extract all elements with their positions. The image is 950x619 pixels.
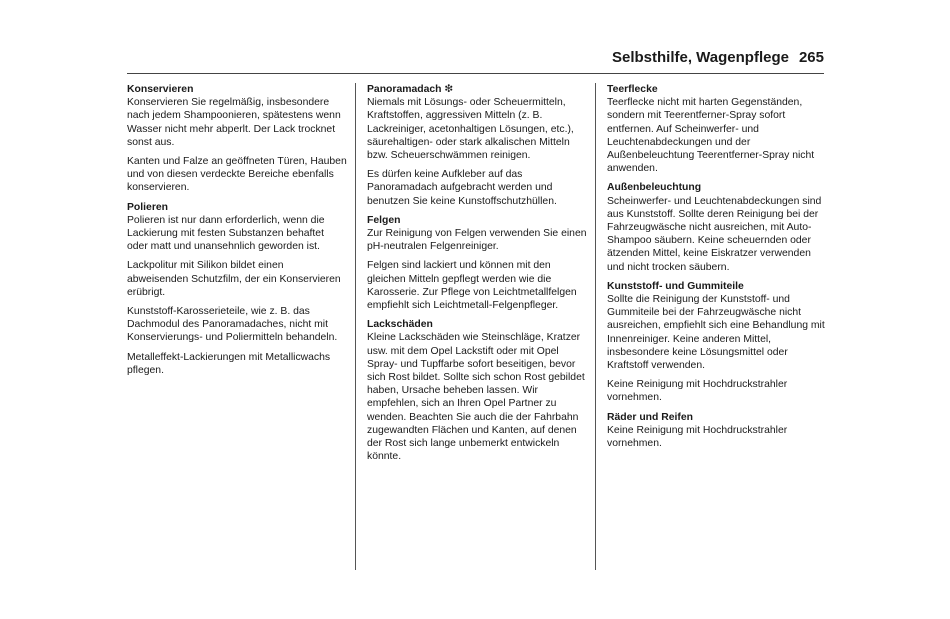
section-raeder-reifen bbox=[607, 411, 827, 451]
section-felgen bbox=[367, 214, 587, 312]
paragraph: Scheinwerfer- und Leuchtenabdeckungen sind aus Kunststoff. Sollte deren Reinigung bei der Fahrzeugwäsche nicht ausreichen, mit Auto-Shampoo säubern. Keine scheuernden oder ätzenden Mittel, keine Eiskratzer verwenden und nicht trocken säubern. bbox=[607, 195, 822, 273]
column-right bbox=[607, 83, 827, 456]
snowflake-icon: ❇ bbox=[444, 84, 454, 95]
section-aussenbeleuchtung bbox=[607, 181, 827, 273]
section-heading: Außenbeleuchtung bbox=[607, 182, 702, 194]
section-heading: Teerflecke bbox=[607, 84, 658, 95]
column-divider-1 bbox=[355, 83, 356, 570]
section-heading: Räder und Reifen bbox=[607, 411, 694, 423]
header-divider bbox=[127, 73, 824, 74]
section-heading: Felgen bbox=[367, 214, 401, 226]
paragraph: Kleine Lackschäden wie Steinschläge, Kratzer usw. mit dem Opel Lackstift oder mit Opel Spray- und Tupffarbe sofort beseitigen, bevor sich Rost bildet. Sollte sich schon Rost gebildet haben, Ursache beheben lassen. Wir empfehlen, sich an Ihren Opel Partner zu wenden. Beachten Sie auch die der Fahrbahn zugewandten Flächen und Kanten, auf denen der Rost sich lange unbemerkt entwickeln könnte. bbox=[367, 332, 585, 463]
paragraph: Polieren ist nur dann erforderlich, wenn die Lackierung mit festen Substanzen behaftet oder matt und unansehnlich geworden ist. bbox=[127, 214, 325, 253]
page-header bbox=[127, 47, 824, 69]
section-heading: Polieren bbox=[127, 201, 168, 213]
paragraph: Niemals mit Lösungs- oder Scheuermitteln, Kraftstoffen, aggressiven Mitteln (z. B. Lackreiniger, acetonhaltigen Lösungen, etc.), säurehaltigen- oder stark alkalischen Mitteln bzw. Scheuerschwämmen reinigen. bbox=[367, 97, 574, 162]
column-divider-2 bbox=[595, 83, 596, 570]
section-teerflecke bbox=[607, 83, 827, 175]
paragraph: Konservieren Sie regelmäßig, insbesondere nach jedem Shampoonieren, spätestens wenn Wasser nicht mehr abperlt. Der Lack trocknet sonst aus. bbox=[127, 97, 341, 148]
section-konservieren bbox=[127, 83, 347, 195]
section-heading: Konservieren bbox=[127, 84, 194, 95]
paragraph: Zur Reinigung von Felgen verwenden Sie einen pH-neutralen Felgenreiniger. bbox=[367, 228, 587, 253]
paragraph: Es dürfen keine Aufkleber auf das Panoramadach aufgebracht werden und benutzen Sie keine Kunstoffschutzhüllen. bbox=[367, 169, 557, 207]
paragraph: Felgen sind lackiert und können mit den gleichen Mitteln gepflegt werden wie die Karosserie. Zur Pflege von Leichtmetallfelgen empfiehlt sich Leichtmetall-Felgenpfleger. bbox=[367, 260, 577, 312]
section-polieren bbox=[127, 201, 347, 377]
section-heading bbox=[367, 83, 587, 96]
section-heading: Kunststoff- und Gummiteile bbox=[607, 280, 744, 292]
section-kunststoff-gummiteile bbox=[607, 280, 827, 405]
paragraph: Lackpolitur mit Silikon bildet einen abweisenden Schutzfilm, der ein Konservieren erübrigt. bbox=[127, 260, 341, 298]
heading-text: Panoramadach bbox=[367, 84, 442, 95]
column-left bbox=[127, 83, 347, 383]
page-number: 265 bbox=[798, 49, 824, 66]
column-middle bbox=[367, 83, 587, 469]
section-heading: Lackschäden bbox=[367, 319, 433, 331]
paragraph: Teerflecke nicht mit harten Gegenständen, sondern mit Teerentferner-Spray sofort entfernen. Auf Scheinwerfer- und Leuchtenabdeckungen und der Außenbeleuchtung Teerentferner-Spray nicht anwenden. bbox=[607, 97, 815, 175]
chapter-title: Selbsthilfe, Wagenpflege bbox=[612, 49, 789, 66]
paragraph: Kanten und Falze an geöffneten Türen, Hauben und von diesen verdeckte Bereiche ebenfalls konservieren. bbox=[127, 156, 347, 194]
section-lackschaeden bbox=[367, 318, 587, 463]
paragraph: Keine Reinigung mit Hochdruckstrahler vornehmen. bbox=[607, 379, 788, 404]
paragraph: Sollte die Reinigung der Kunststoff- und Gummiteile bei der Fahrzeugwäsche nicht ausreichen, empfiehlt sich eine Behandlung mit Innenreiniger. Keine anderen Mittel, insbesondere keine Lösungsmittel oder Kraftstoff verwenden. bbox=[607, 294, 825, 372]
section-panoramadach bbox=[367, 83, 587, 208]
paragraph: Metalleffekt-Lackierungen mit Metallicwachs pflegen. bbox=[127, 351, 331, 376]
paragraph: Keine Reinigung mit Hochdruckstrahler vornehmen. bbox=[607, 424, 788, 450]
paragraph: Kunststoff-Karosserieteile, wie z. B. das Dachmodul des Panoramadaches, nicht mit Konservierungs- und Poliermitteln behandeln. bbox=[127, 306, 338, 344]
